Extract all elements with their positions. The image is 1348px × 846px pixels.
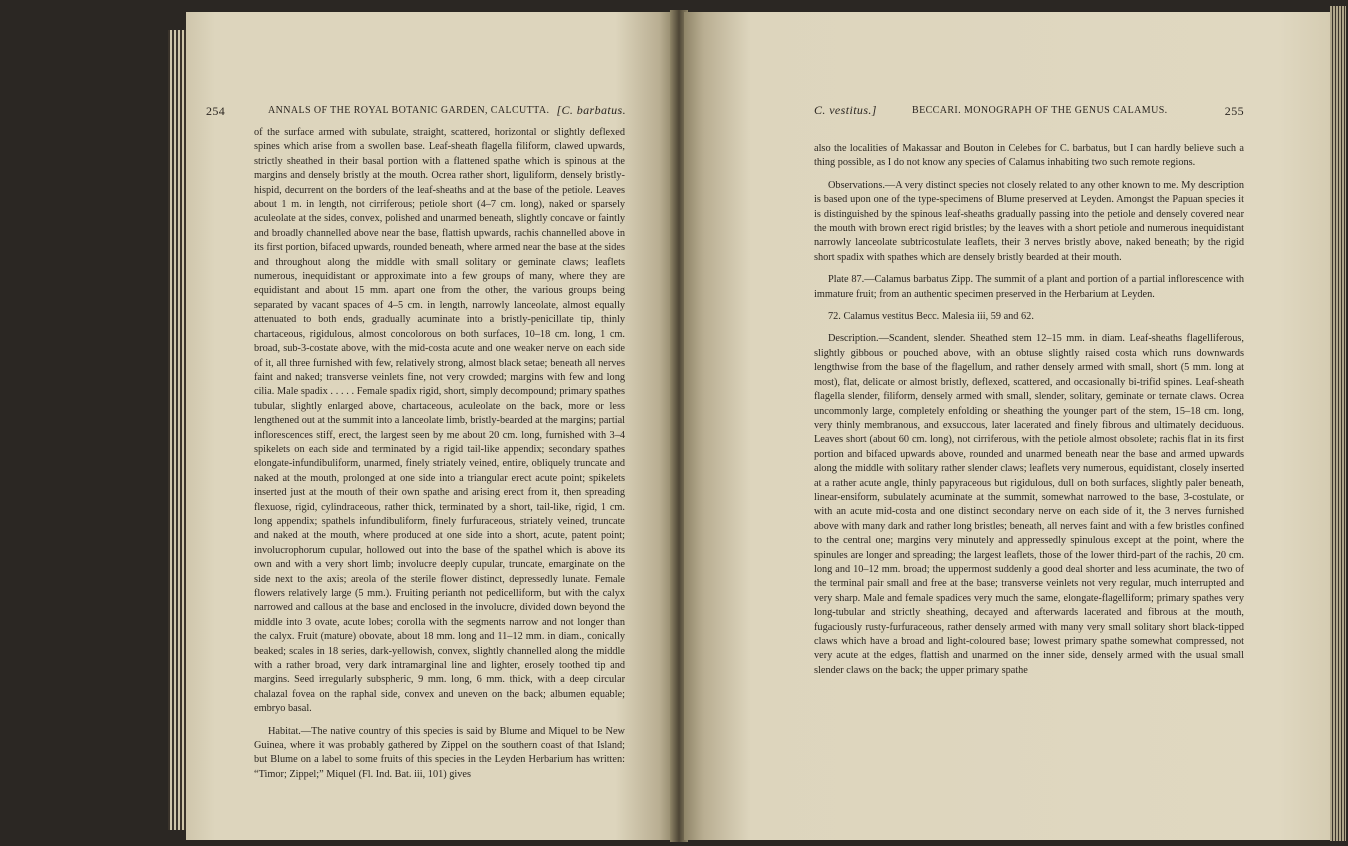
right-page-body <box>814 142 1244 678</box>
left-page <box>186 12 674 840</box>
right-paragraph-description: Description.—Scandent, slender. Sheathed stem 12–15 mm. in diam. Leaf-sheaths flagelliferous, slightly gibbous or pouched above, with an obtuse slightly raised costa which runs downwards lengthwise from the base of the flagellum, and rather densely armed with small, short (5 mm. long at most), flat, delicate or almost bristly, deflexed, scattered, and occasionally bi-trifid spines. Leaf-sheath flagella slender, filiform, densely armed with small, slender, solitary, geminate or ternate claws. Ocrea uncommonly large, completely enfolding or sheathing the younger part of the stem, 15–18 cm. long, very thinly membranous, and exsuccous, later lacerated and finely fibrous and ultimately deciduous. Leaves short (about 60 cm. long), not cirriferous, with the petiole almost obsolete; rachis flat in its first portion and bifaced upwards above, rounded and unarmed beneath near the base and armed upwards along the middle with solitary rather slender claws; leaflets very numerous, equidistant, closely inserted at a rather acute angle, thinly papyraceous but rigidulous, dull on both surfaces, slightly paler beneath, linear-ensiform, subulately acuminate at the summit, somewhat narrowed to the base, 3-costulate, or with an acute mid-costa and one distinct secondary nerve on each side of it, the 3 nerves furnished above with many dark and rather long bristles; beneath, all nerves faint and with a few bristles confined to the central one; margins very minutely and appressedly spinulous except at the point, where the spinules are longer and spreading; the largest leaflets, those of the lower third-part of the rachis, 20 cm. long and 10–12 mm. broad; the uppermost suddenly a good deal shorter and less acuminate, the two of the terminal pair small and free at the base; transverse veinlets not very regular, much interrupted and very sharp. Male and female spadices very much the same, elongate-flagelliform; primary spathes very long-tubular and strictly sheathing, decayed and afterwards lacerated and fibrous at the mouth, fugaciously rusty-furfuraceous, rather densely armed with many very small solitary short black-tipped claws which have a broad and light-coloured base; lowest primary spathe somewhat compressed, not very acute at the edges, flattish and unarmed on the inner side, densely armed with the usual small slender claws on the back; the upper primary spathe <box>814 333 1244 676</box>
right-running-label: C. vestitus.] <box>814 103 877 117</box>
left-running-title: ANNALS OF THE ROYAL BOTANIC GARDEN, CALCUTTA. <box>268 105 550 116</box>
right-running-title: BECCARI. MONOGRAPH OF THE GENUS CALAMUS. <box>912 105 1168 116</box>
left-paragraph-description: of the surface armed with subulate, straight, scattered, horizontal or slightly deflexed spines which arise from a swollen base. Leaf-sheath flagella filiform, clawed upwards, strictly sheathed in their basal portion with a flattened spathe which is spinous at the margins and densely bristly at the mouth. Ocrea rather short, liguliform, densely bristly-hispid, decurrent on the borders of the leaf-sheaths and at the base of the petiole. Leaves about 1 m. in length, not cirriferous; petiole short (4–7 cm. long), naked or sparsely aculeolate at the sides, convex, polished and unarmed beneath, slightly concave or faintly and broadly channelled above near the base, flattish upwards, rachis channelled above in its first portion, bifaced upwards, rounded beneath, where armed near the base at the sides and throughout along the middle with small solitary or geminate claws; leaflets numerous, inequidistant or approximate into a few groups of many, where they are equidistant and about 15 mm. apart one from the other, the various groups being separated by vacant spaces of 4–5 cm. in length, narrowly lanceolate, almost equally attenuated to both ends, gradually acuminate into a bristly-penicillate tip, thinly chartaceous, rigidulous, almost concolorous on both surfaces, 10–18 cm. long, 1 cm. broad, sub-3-costate above, with the mid-costa acute and one weaker nerve on each side of it, all three furnished with few, relatively strong, almost black setae; beneath all nerves faint and naked; transverse veinlets fine, not very crowded; margins with few and long cilia. Male spadix . . . . . Female spadix rigid, short, simply decompound; primary spathes tubular, slightly enlarged above, chartaceous, aculeolate on the back, more or less lengthened out at the summit into a lanceolate limb, bristly-bearded at the margins; partial inflorescences stiff, erect, the largest seen by me about 20 cm. long, furnished with 3–4 spikelets on each side and terminated by a rigid tail-like appendix; secondary spathes elongate-infundibuliform, unarmed, finely striately veined, entire, obliquely truncate and naked at the mouth, prolonged at one side into a triangular erect acute point; spikelets inserted just at the mouth of their own spathe and arising erect from it, then spreading flexuose, rigid, cylindraceous, rather thick, terminated by a short, tail-like, rigid, 1 cm. long appendix; spathels infundibuliform, finely furfuraceous, striately veined, truncate and naked at the mouth, where produced at one side into a short, acute, patent point; involucrophorum cupular, hollowed out into the base of the spathel which is above its own and with a very short limb; involucre deeply cupular, truncate, emarginate on the side next to the axis; areola of the sterile flower distinct, depressedly lunate. Female flowers relatively large (5 mm.). Fruiting perianth not pedicelliform, but with the calyx narrowed and callous at the base and enclosed in the involucre, divided down beyond the middle into 3 ovate, acute lobes; corolla with the segments narrow and not longer than the calyx. Fruit (mature) obovate, about 18 mm. long and 11–12 mm. in diam., conically beaked; scales in 18 series, dark-yellowish, convex, slightly channelled along the middle with a rather broad, very dark intramarginal line and lighter, erosely toothed tip and margins. Seed irregularly subspheric, 9 mm. long, 6 mm. thick, with a deep circular chalazal fovea on the raphal side, convex and uneven on the back; albumen equable; embryo basal. <box>254 127 625 715</box>
right-page-number: 255 <box>1224 104 1244 118</box>
right-page <box>684 12 1344 840</box>
left-page-number: 254 <box>206 104 226 118</box>
right-paragraph-species-heading: 72. Calamus vestitus Becc. Malesia iii, 59 and 62. <box>828 311 1034 323</box>
left-paragraph-habitat: Habitat.—The native country of this species is said by Blume and Miquel to be New Guinea, where it was probably gathered by Zippel on the southern coast of that Island; but Blume on a label to some fruits of this species in the Leyden Herbarium has written: “Timor; Zippel;” Miquel (Fl. Ind. Bat. iii, 101) gives <box>254 725 625 780</box>
right-paragraph-plate: Plate 87.—Calamus barbatus Zipp. The summit of a plant and portion of a partial inflorescence with immature fruit; from an authentic specimen preserved in the Herbarium at Leyden. <box>814 274 1244 300</box>
left-page-body <box>254 126 625 782</box>
right-paragraph-localities: also the localities of Makassar and Bouton in Celebes for C. barbatus, but I can hardly believe such a thing possible, as I do not know any species of Calamus inhabiting two such remote regions. <box>814 143 1244 169</box>
page-edges-right <box>1330 6 1346 841</box>
page-edges-left <box>168 30 188 830</box>
left-running-label: [C. barbatus. <box>556 103 626 117</box>
right-paragraph-observations: Observations.—A very distinct species not closely related to any other known to me. My description is based upon one of the type-specimens of Blume preserved at Leyden. Amongst the Papuan species it is distinguished by the spinous leaf-sheaths gradually passing into the petiole and densely covered near the mouth with brown erect rigid bristles; by the leaves with a short petiole and numerous inequidistant narrowly lanceolate subtricostulate leaflets, their 3 nerves bristly above, naked beneath; by the rigid short spadix with spathes which are densely bristly bearded at their mouth. <box>814 179 1244 263</box>
